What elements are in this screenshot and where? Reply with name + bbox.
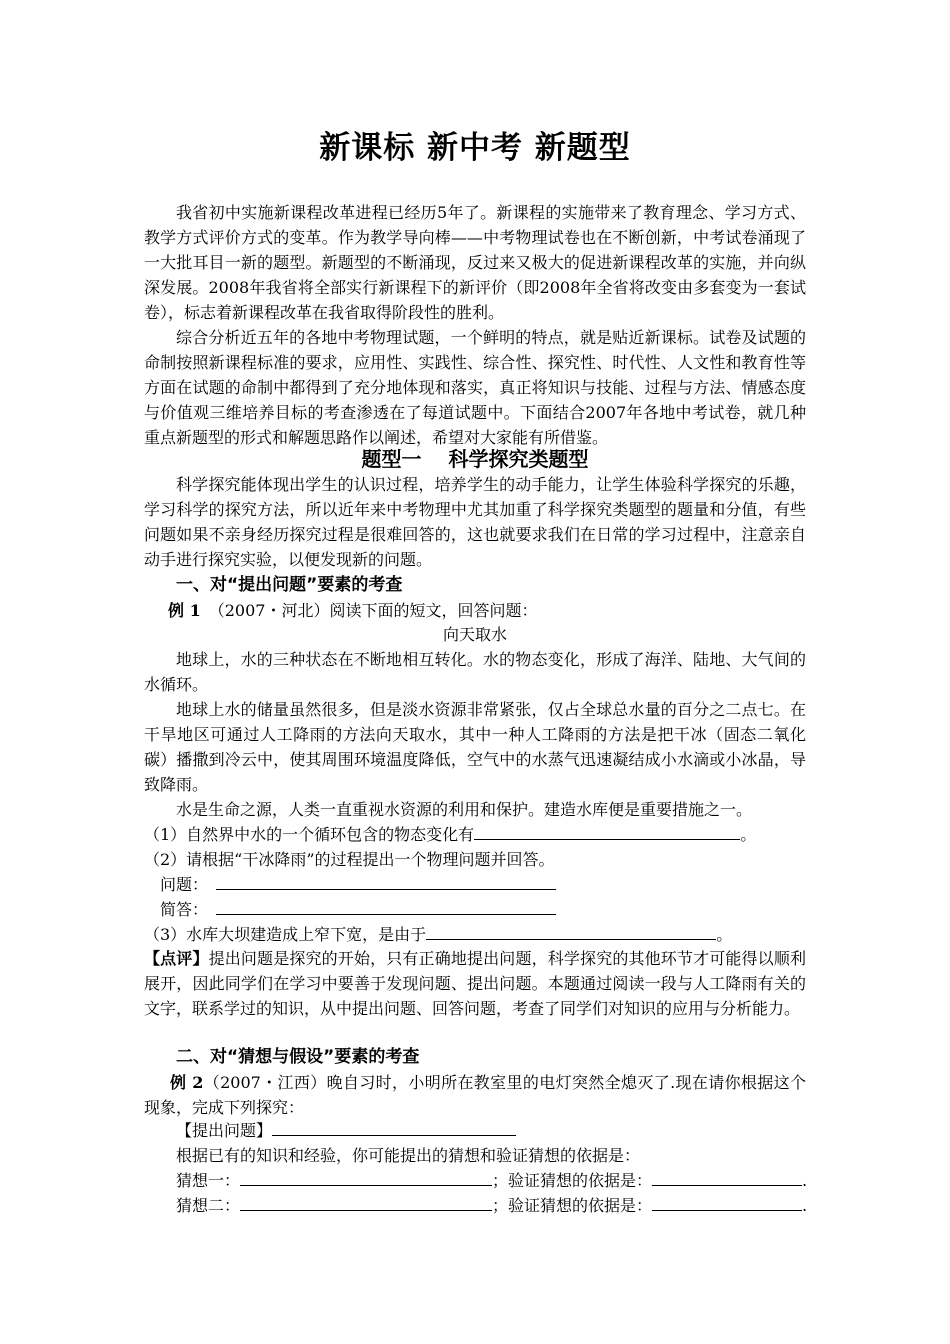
guess-1-basis-label: ；验证猜想的依据是： <box>492 1171 653 1190</box>
example-1-label: 例 1 <box>168 601 201 620</box>
question-1-text: （1）自然界中水的一个循环包含的物态变化有 <box>144 825 475 844</box>
example-2-paragraph <box>144 1070 806 1120</box>
guess-2-label: 猜想二： <box>176 1196 241 1215</box>
question-1-end: 。 <box>740 825 757 844</box>
section-paragraph: 科学探究能体现出学生的认识过程，培养学生的动手能力，让学生体验科学探究的乐趣，学习科学的探究方法，所以近年来中考物理中尤其加重了科学探究类题型的题量和分值，有些问题如果不亲身经历探究过程是很难回答的，这也就要求我们在日常的学习过程中，注意亲自动手进行探究实验，以便发现新的问题。 <box>144 475 806 569</box>
comment-text: 提出问题是探究的开始，只有正确地提出问题，科学探究的其他环节才可能得以顺利展开，因此同学们在学习中要善于发现问题、提出问题。本题通过阅读一段与人工降雨有关的文字，联系学过的知识，从中提出问题、回答问题，考查了同学们对知识的应用与分析能力。 <box>144 949 806 1018</box>
example-1-header <box>168 598 537 623</box>
question-2: （2）请根据“干冰降雨”的过程提出一个物理问题并回答。 <box>144 850 555 869</box>
guess-lead: 根据已有的知识和经验，你可能提出的猜想和验证猜想的依据是： <box>176 1146 641 1165</box>
comment-paragraph <box>144 946 806 1021</box>
answer-blank-brief[interactable] <box>216 899 556 915</box>
guess-2-end: . <box>802 1196 808 1215</box>
answer-blank-basis-2[interactable] <box>652 1195 802 1211</box>
passage-paragraph-1: 地球上，水的三种状态在不断地相互转化。水的物态变化，形成了海洋、陆地、大气间的水循环。 <box>144 650 806 694</box>
ask-question-row <box>176 1118 516 1143</box>
passage-paragraph-2: 地球上水的储量虽然很多，但是淡水资源非常紧张，仅占全球总水量的百分之二点七。在干旱地区可通过人工降雨的方法向天取水，其中一种人工降雨的方法是把干冰（固态二氧化碳）播撒到冷云中，使其周围环境温度降低，空气中的水蒸气迅速凝结成小水滴或小冰晶，导致降雨。 <box>144 700 806 794</box>
passage-paragraph-3: 水是生命之源，人类一直重视水资源的利用和保护。建造水库便是重要措施之一。 <box>176 800 753 819</box>
intro-section <box>144 200 806 450</box>
guess-1-label: 猜想一： <box>176 1171 241 1190</box>
document-title: 新课标 新中考 新题型 <box>319 130 631 166</box>
subsection-heading-2: 二、对“猜想与假设”要素的考查 <box>176 1047 420 1067</box>
comment-section <box>144 946 806 1021</box>
subsection-heading-1: 一、对“提出问题”要素的考查 <box>176 575 403 595</box>
question-3 <box>144 922 732 947</box>
section-intro <box>144 472 806 572</box>
question-1 <box>144 822 756 847</box>
intro-paragraph-2: 综合分析近五年的各地中考物理试题，一个鲜明的特点，就是贴近新课标。试卷及试题的命制按照新课程标准的要求，应用性、实践性、综合性、探究性、时代性、人文性和教育性等方面在试题的命制中都得到了充分地体现和落实，真正将知识与技能、过程与方法、情感态度与价值观三维培养目标的考查渗透在了每道试题中。下面结合2007年各地中考试卷，就几种重点新题型的形式和解题思路作以阐述，希望对大家能有所借鉴。 <box>144 328 806 447</box>
guess-1-row <box>176 1168 807 1193</box>
answer-blank-q3[interactable] <box>426 924 716 940</box>
answer-blank-q1[interactable] <box>474 824 740 840</box>
intro-paragraph-1: 我省初中实施新课程改革进程已经历5年了。新课程的实施带来了教育理念、学习方式、教学方式评价方式的变革。作为教学导向棒——中考物理试卷也在不断创新，中考试卷涌现了一大批耳目一新的题型。新题型的不断涌现，反过来又极大的促进新课程改革的实施，并向纵深发展。2008年我省将全部实行新课程下的新评价（即2008年全省将改变由多套变为一套试卷），标志着新课程改革在我省取得阶段性的胜利。 <box>144 203 806 322</box>
question-2-answer <box>160 897 556 922</box>
answer-blank-guess-2[interactable] <box>240 1195 492 1211</box>
problem-label: 问题： <box>160 875 209 894</box>
comment-label: 【点评】 <box>144 949 209 968</box>
answer-blank-ask[interactable] <box>272 1120 516 1136</box>
guess-2-row <box>176 1193 807 1218</box>
answer-blank-guess-1[interactable] <box>240 1170 492 1186</box>
question-2-problem <box>160 872 556 897</box>
example-2-label: 例 2 <box>170 1073 204 1092</box>
answer-label: 简答： <box>160 900 209 919</box>
ask-question-label: 【提出问题】 <box>176 1121 273 1140</box>
answer-blank-basis-1[interactable] <box>652 1170 802 1186</box>
example-2 <box>144 1070 806 1120</box>
answer-blank-problem[interactable] <box>216 874 556 890</box>
passage-title: 向天取水 <box>442 625 507 644</box>
passage-body <box>144 647 806 822</box>
section-title: 题型一 科学探究类题型 <box>361 447 589 471</box>
question-3-end: 。 <box>716 925 733 944</box>
example-1-text: （2007・河北）阅读下面的短文，回答问题： <box>200 601 538 620</box>
guess-1-end: . <box>802 1171 808 1190</box>
example-2-text: （2007・江西）晚自习时，小明所在教室里的电灯突然全熄灭了.现在请你根据这个现象，完成下列探究： <box>144 1073 806 1117</box>
question-3-text: （3）水库大坝建造成上窄下宽，是由于 <box>144 925 427 944</box>
guess-2-basis-label: ；验证猜想的依据是： <box>492 1196 653 1215</box>
